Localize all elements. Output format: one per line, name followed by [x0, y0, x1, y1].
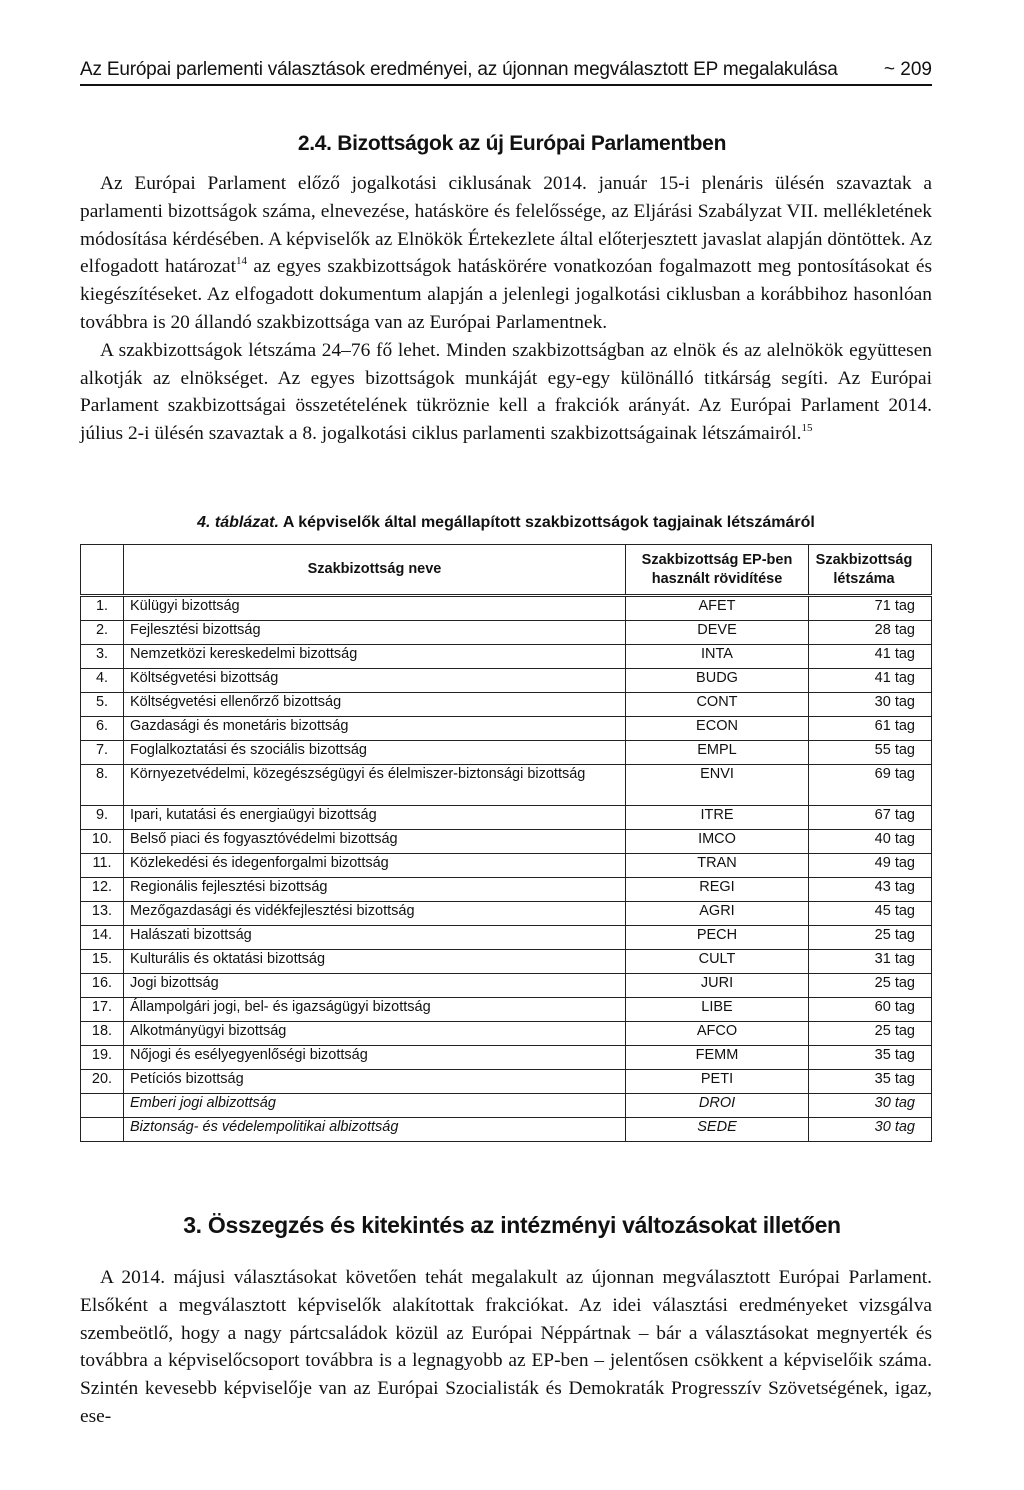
table-row	[81, 806, 932, 830]
cell-membership: 71 tag	[809, 596, 932, 621]
cell-abbreviation: EMPL	[626, 741, 809, 765]
cell-num: 5.	[81, 693, 124, 717]
cell-num: 14.	[81, 926, 124, 950]
cell-committee-name: Belső piaci és fogyasztóvédelmi bizottság	[124, 830, 626, 854]
subcommittee-row	[81, 1118, 932, 1142]
table-row	[81, 950, 932, 974]
table-row	[81, 765, 932, 806]
cell-committee-name: Gazdasági és monetáris bizottság	[124, 717, 626, 741]
cell-membership: 55 tag	[809, 741, 932, 765]
cell-abbreviation: DEVE	[626, 621, 809, 645]
table-caption-title: A képviselők által megállapított szakbizottságok tagjainak létszámáról	[282, 514, 815, 531]
table-row	[81, 741, 932, 765]
cell-abbreviation: INTA	[626, 645, 809, 669]
table-row	[81, 1070, 932, 1094]
footnote-ref[interactable]: 14	[236, 255, 248, 268]
section-heading-3: 3. Összegzés és kitekintés az intézményi változásokat illetően	[183, 1212, 841, 1238]
running-header	[80, 58, 932, 86]
cell-membership: 28 tag	[809, 621, 932, 645]
cell-committee-name: Nemzetközi kereskedelmi bizottság	[124, 645, 626, 669]
cell-membership: 35 tag	[809, 1046, 932, 1070]
cell-membership: 35 tag	[809, 1070, 932, 1094]
header-membership: Szakbizottság létszáma	[809, 545, 932, 596]
header-abbreviation: Szakbizottság EP-ben használt rövidítése	[626, 545, 809, 596]
paragraph-text: Az Európai Parlament előző jogalkotási ciklusának 2014. január 15-i plenáris ülésén szavaztak a parlamenti bizottságok száma, elnevezése, hatásköre és felelőssége, az Eljárási Szabályzat VII. mellékletének módosítása kérdésében. A képviselők az Elnökök Értekezlete által előterjesztett javaslat alapján döntöttek. Az elfogadott határozat	[80, 173, 932, 278]
paragraph	[80, 170, 932, 337]
cell-committee-name: Halászati bizottság	[124, 926, 626, 950]
cell-committee-name: Költségvetési bizottság	[124, 669, 626, 693]
cell-num: 1.	[81, 596, 124, 621]
cell-membership: 60 tag	[809, 998, 932, 1022]
table-row	[81, 926, 932, 950]
table-row	[81, 830, 932, 854]
paragraph: A 2014. májusi választásokat követően tehát megalakult az újonnan megválasztott Európai Parlament. Elsőként a megválasztott képviselők alakítottak frakciókat. Az idei választási eredményeket vizsgálva szembeötlő, hogy a nagy pártcsaládok közül az Európai Néppártnak – bár a választásokat megnyerték és továbbra a képviselőcsoport továbbra is a legnagyobb az EP-ben – jelentősen csökkent a képviselőik száma. Szintén kevesebb képviselője van az Európai Szocialisták és Demokraták Progresszív Szövetségének, igaz, ese-	[80, 1267, 932, 1427]
table-row	[81, 1046, 932, 1070]
cell-abbreviation: ENVI	[626, 765, 809, 806]
cell-membership: 30 tag	[809, 693, 932, 717]
cell-abbreviation: TRAN	[626, 854, 809, 878]
cell-membership: 49 tag	[809, 854, 932, 878]
cell-committee-name: Külügyi bizottság	[124, 596, 626, 621]
paragraph-text: A szakbizottságok létszáma 24–76 fő lehet. Minden szakbizottságban az elnök és az alelnökök együttesen alkotják az elnökséget. Az egyes bizottságok munkáját egy-egy különálló titkárság segíti. Az Európai Parlament szakbizottságai összetételének tükröznie kell a frakciók arányát. Az Európai Parlament 2014. július 2-i ülésén szavaztak a 8. jogalkotási ciklus parlamenti szakbizottságainak létszámairól.	[80, 339, 932, 445]
cell-num: 4.	[81, 669, 124, 693]
table-row	[81, 902, 932, 926]
cell-num: 7.	[81, 741, 124, 765]
cell-membership: 30 tag	[809, 1118, 932, 1142]
cell-membership: 25 tag	[809, 926, 932, 950]
cell-membership: 69 tag	[809, 765, 932, 806]
header-separator: ~	[883, 59, 896, 80]
cell-num	[81, 1118, 124, 1142]
cell-membership: 41 tag	[809, 669, 932, 693]
section-heading-2-4: 2.4. Bizottságok az új Európai Parlamentben	[297, 132, 727, 155]
cell-abbreviation: SEDE	[626, 1118, 809, 1142]
cell-committee-name: Környezetvédelmi, közegészségügyi és élelmiszer-biztonsági bizottság	[124, 765, 626, 806]
cell-committee-name: Állampolgári jogi, bel- és igazságügyi bizottság	[124, 998, 626, 1022]
cell-abbreviation: ITRE	[626, 806, 809, 830]
cell-membership: 45 tag	[809, 902, 932, 926]
cell-membership: 41 tag	[809, 645, 932, 669]
cell-num: 10.	[81, 830, 124, 854]
table-caption-number: 4. táblázat.	[197, 514, 279, 531]
cell-membership: 30 tag	[809, 1094, 932, 1118]
paragraph	[80, 337, 932, 448]
cell-abbreviation: JURI	[626, 974, 809, 998]
cell-committee-name: Mezőgazdasági és vidékfejlesztési bizottság	[124, 902, 626, 926]
cell-committee-name: Biztonság- és védelempolitikai albizottság	[124, 1118, 626, 1142]
cell-committee-name: Jogi bizottság	[124, 974, 626, 998]
cell-abbreviation: CULT	[626, 950, 809, 974]
cell-num: 13.	[81, 902, 124, 926]
cell-abbreviation: PETI	[626, 1070, 809, 1094]
cell-abbreviation: AFET	[626, 596, 809, 621]
cell-abbreviation: CONT	[626, 693, 809, 717]
cell-num	[81, 1094, 124, 1118]
page-number: 209	[900, 59, 932, 80]
cell-committee-name: Kulturális és oktatási bizottság	[124, 950, 626, 974]
cell-num: 11.	[81, 854, 124, 878]
table-row	[81, 669, 932, 693]
cell-committee-name: Fejlesztési bizottság	[124, 621, 626, 645]
cell-num: 18.	[81, 1022, 124, 1046]
table-row	[81, 693, 932, 717]
cell-num: 6.	[81, 717, 124, 741]
header-page-ref	[884, 58, 932, 82]
committee-table	[80, 544, 932, 1142]
cell-committee-name: Petíciós bizottság	[124, 1070, 626, 1094]
table-row	[81, 621, 932, 645]
cell-committee-name: Alkotmányügyi bizottság	[124, 1022, 626, 1046]
cell-num: 17.	[81, 998, 124, 1022]
cell-committee-name: Emberi jogi albizottság	[124, 1094, 626, 1118]
cell-abbreviation: PECH	[626, 926, 809, 950]
cell-num: 19.	[81, 1046, 124, 1070]
table-row	[81, 596, 932, 621]
cell-abbreviation: IMCO	[626, 830, 809, 854]
cell-num: 15.	[81, 950, 124, 974]
cell-committee-name: Közlekedési és idegenforgalmi bizottság	[124, 854, 626, 878]
cell-num: 16.	[81, 974, 124, 998]
section-2-4-body	[80, 170, 932, 448]
cell-committee-name: Regionális fejlesztési bizottság	[124, 878, 626, 902]
table-header-row	[81, 545, 932, 596]
cell-membership: 25 tag	[809, 1022, 932, 1046]
table-caption	[80, 514, 932, 532]
table-row	[81, 717, 932, 741]
table-row	[81, 878, 932, 902]
cell-abbreviation: AFCO	[626, 1022, 809, 1046]
section-3-body	[80, 1264, 932, 1431]
cell-num: 20.	[81, 1070, 124, 1094]
cell-abbreviation: AGRI	[626, 902, 809, 926]
cell-committee-name: Ipari, kutatási és energiaügyi bizottság	[124, 806, 626, 830]
cell-membership: 25 tag	[809, 974, 932, 998]
header-num	[81, 545, 124, 596]
cell-membership: 40 tag	[809, 830, 932, 854]
footnote-ref[interactable]: 15	[801, 422, 813, 435]
cell-num: 12.	[81, 878, 124, 902]
cell-committee-name: Foglalkoztatási és szociális bizottság	[124, 741, 626, 765]
cell-membership: 31 tag	[809, 950, 932, 974]
cell-abbreviation: LIBE	[626, 998, 809, 1022]
cell-membership: 67 tag	[809, 806, 932, 830]
table-body	[81, 596, 932, 1142]
table-row	[81, 998, 932, 1022]
cell-committee-name: Költségvetési ellenőrző bizottság	[124, 693, 626, 717]
table-row	[81, 854, 932, 878]
cell-num: 8.	[81, 765, 124, 806]
table-row	[81, 1022, 932, 1046]
running-title: Az Európai parlementi választások eredményei, az újonnan megválasztott EP megalakulása	[80, 59, 838, 80]
subcommittee-row	[81, 1094, 932, 1118]
cell-committee-name: Nőjogi és esélyegyenlőségi bizottság	[124, 1046, 626, 1070]
table-row	[81, 645, 932, 669]
cell-abbreviation: DROI	[626, 1094, 809, 1118]
paragraph-text: az egyes szakbizottságok hatáskörére vonatkozóan fogalmazott meg pontosításokat és kiegészítéseket. Az elfogadott dokumentum alapján a jelenlegi jogalkotási ciklusban a korábbihoz hasonlóan továbbra is 20 állandó szakbizottsága van az Európai Parlamentnek.	[80, 256, 932, 333]
cell-num: 3.	[81, 645, 124, 669]
cell-abbreviation: REGI	[626, 878, 809, 902]
cell-abbreviation: BUDG	[626, 669, 809, 693]
header-committee-name: Szakbizottság neve	[124, 545, 626, 596]
cell-num: 9.	[81, 806, 124, 830]
cell-membership: 61 tag	[809, 717, 932, 741]
cell-abbreviation: ECON	[626, 717, 809, 741]
cell-abbreviation: FEMM	[626, 1046, 809, 1070]
cell-membership: 43 tag	[809, 878, 932, 902]
table-row	[81, 974, 932, 998]
cell-num: 2.	[81, 621, 124, 645]
